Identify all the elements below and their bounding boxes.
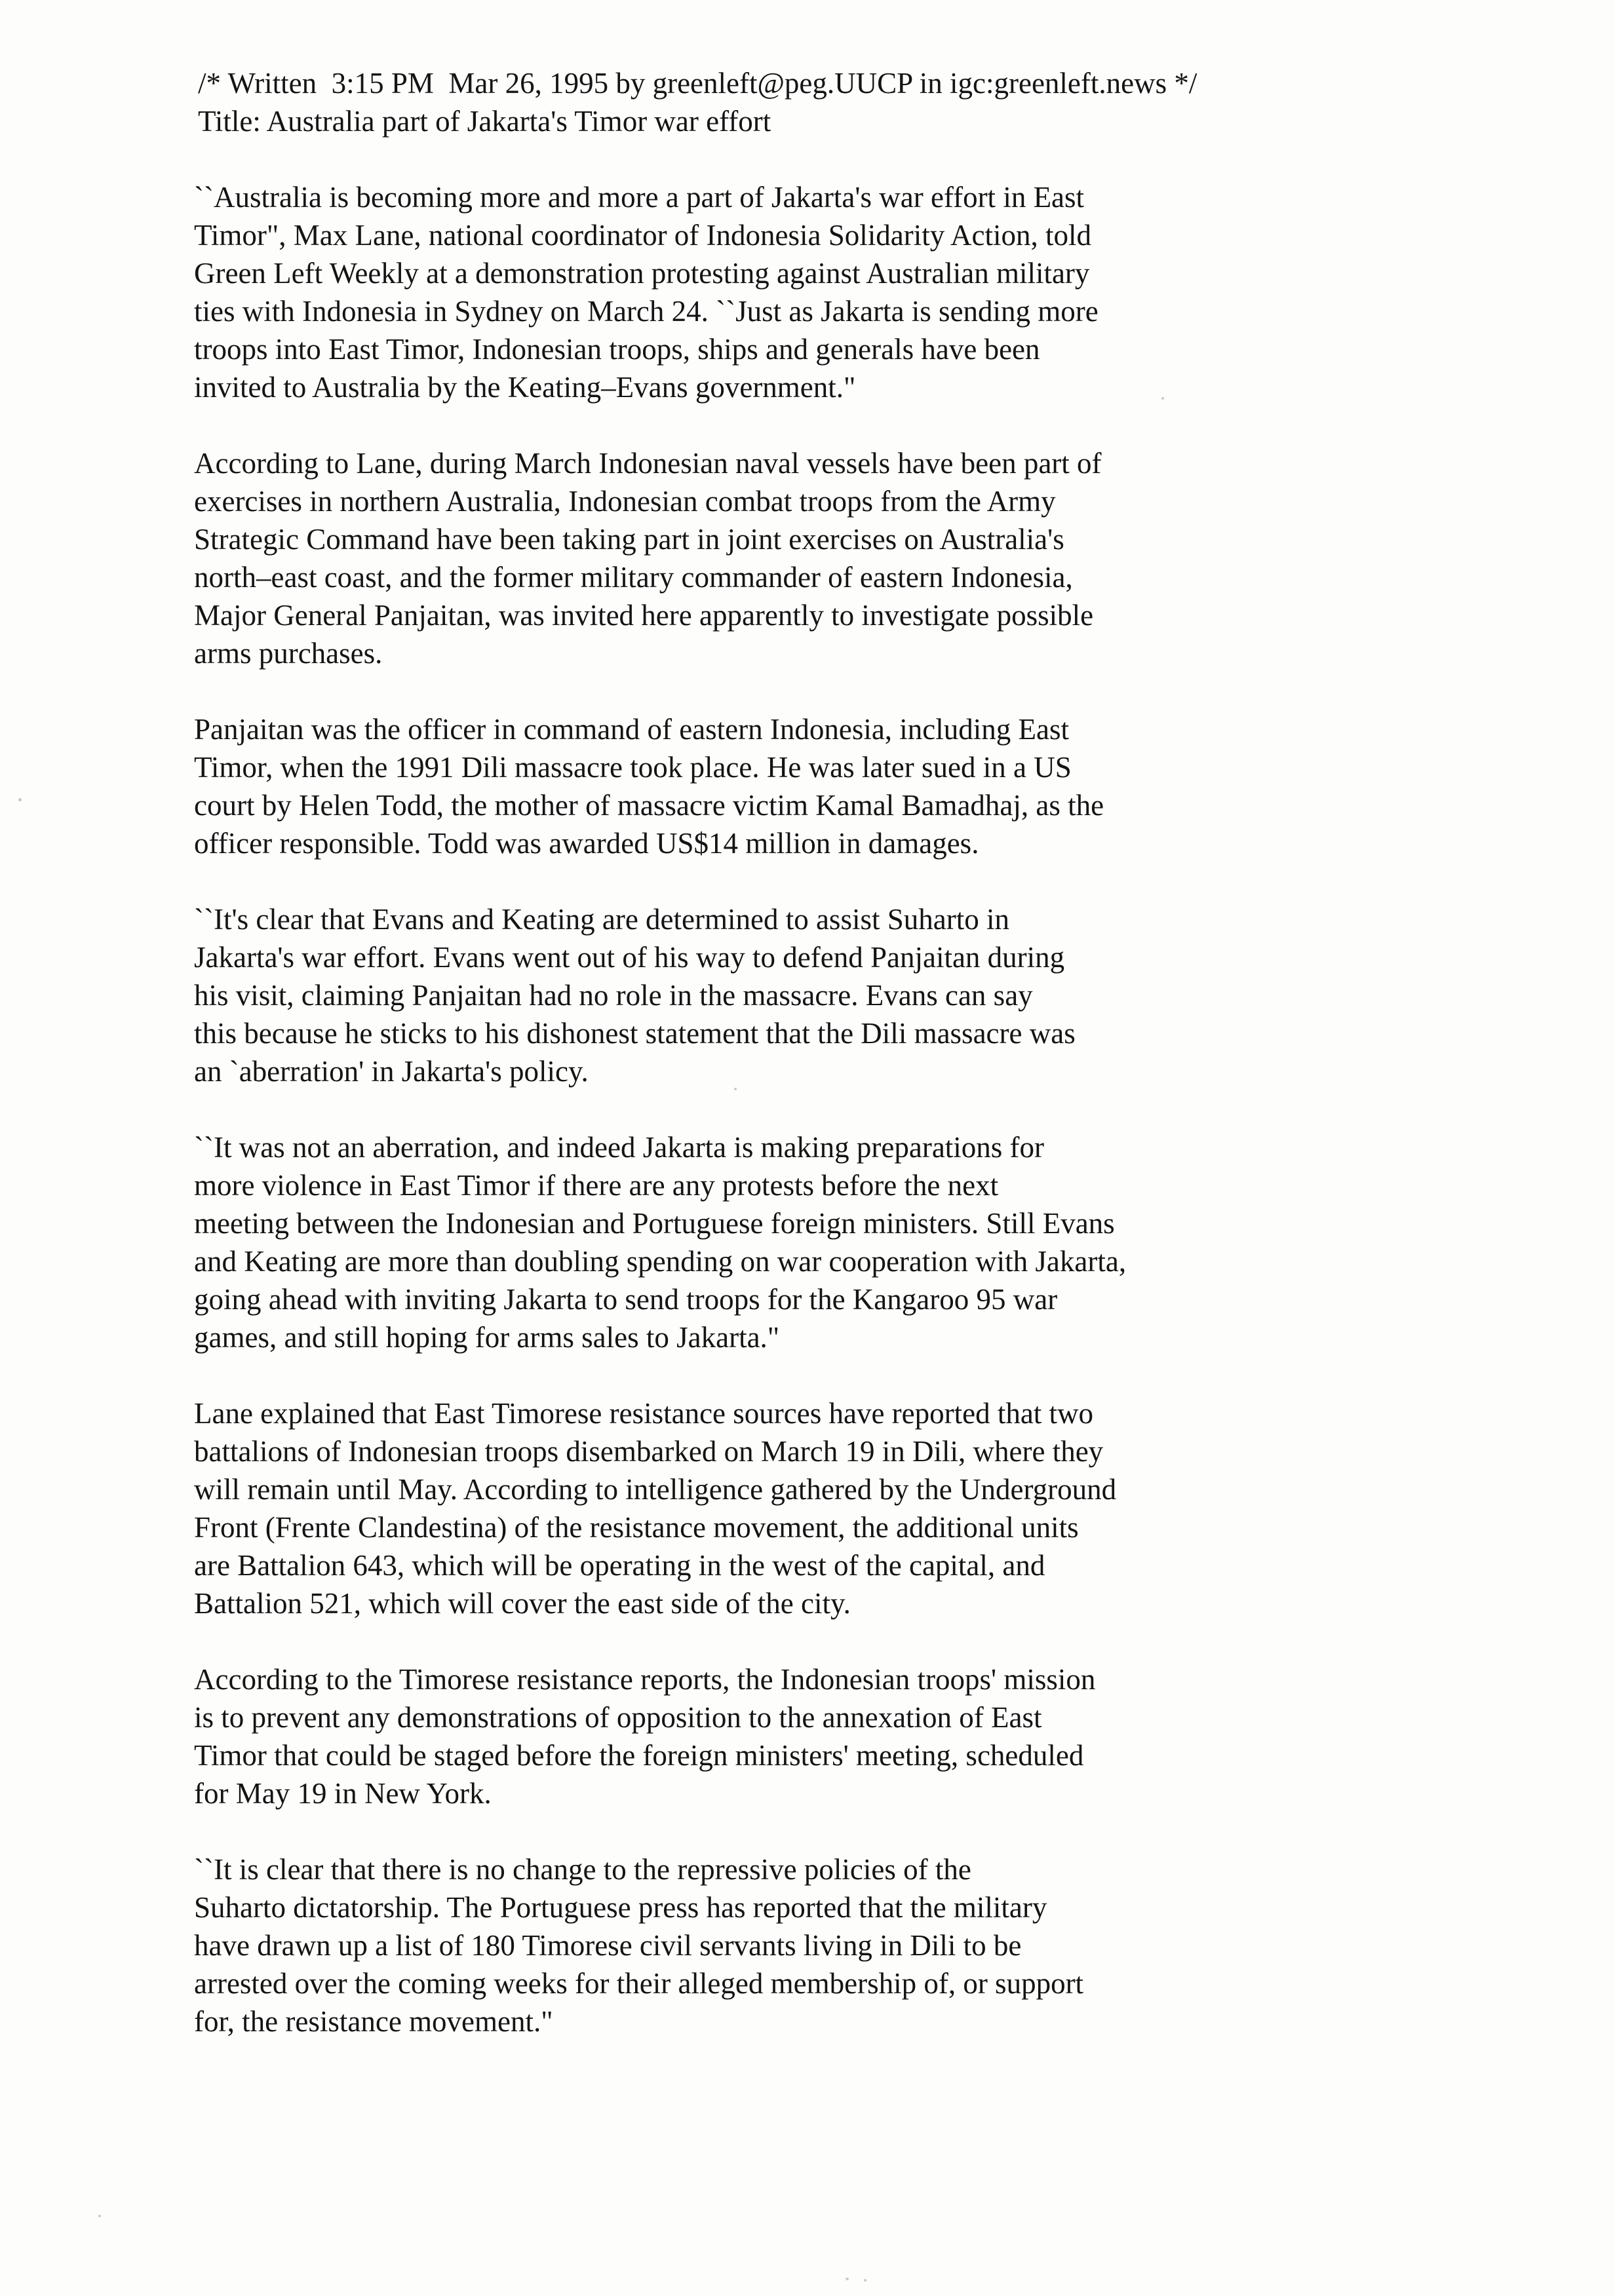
text-line: for May 19 in New York. xyxy=(194,1777,492,1810)
text-line: Battalion 521, which will cover the east side of the city. xyxy=(194,1587,851,1620)
message-header xyxy=(198,64,1456,140)
scan-speck xyxy=(864,2279,866,2282)
text-line: ``It's clear that Evans and Keating are determined to assist Suharto in xyxy=(194,903,1009,936)
text-line: more violence in East Timor if there are any protests before the next xyxy=(194,1169,999,1202)
text-line: Green Left Weekly at a demonstration protesting against Australian military xyxy=(194,257,1090,290)
text-line: Strategic Command have been taking part in joint exercises on Australia's xyxy=(194,523,1064,556)
paragraph-3 xyxy=(194,710,1479,862)
text-line: for, the resistance movement." xyxy=(194,2005,553,2038)
text-line: is to prevent any demonstrations of opposition to the annexation of East xyxy=(194,1701,1042,1734)
paragraph-4 xyxy=(194,900,1479,1090)
text-line: court by Helen Todd, the mother of massacre victim Kamal Bamadhaj, as the xyxy=(194,789,1104,822)
text-line: Panjaitan was the officer in command of eastern Indonesia, including East xyxy=(194,713,1070,746)
text-line: troops into East Timor, Indonesian troops, ships and generals have been xyxy=(194,333,1040,366)
paragraph-7 xyxy=(194,1660,1479,1812)
text-line: exercises in northern Australia, Indonesian combat troops from the Army xyxy=(194,485,1056,518)
text-line: ``It is clear that there is no change to the repressive policies of the xyxy=(194,1853,971,1886)
text-line: have drawn up a list of 180 Timorese civil servants living in Dili to be xyxy=(194,1929,1022,1962)
scan-speck xyxy=(1161,397,1164,400)
text-line: According to Lane, during March Indonesian naval vessels have been part of xyxy=(194,447,1102,480)
text-line: According to the Timorese resistance reports, the Indonesian troops' mission xyxy=(194,1663,1096,1696)
text-line: this because he sticks to his dishonest statement that the Dili massacre was xyxy=(194,1017,1076,1050)
text-line: arrested over the coming weeks for their alleged membership of, or support xyxy=(194,1967,1084,2000)
text-line: arms purchases. xyxy=(194,637,383,670)
text-line: ties with Indonesia in Sydney on March 24. ``Just as Jakarta is sending more xyxy=(194,295,1099,328)
text-line: Jakarta's war effort. Evans went out of his way to defend Panjaitan during xyxy=(194,941,1065,974)
paragraph-2 xyxy=(194,444,1479,672)
text-line: Suharto dictatorship. The Portuguese press has reported that the military xyxy=(194,1891,1047,1924)
text-line: invited to Australia by the Keating–Evans government." xyxy=(194,371,856,404)
paragraph-8 xyxy=(194,1850,1479,2040)
scan-speck xyxy=(18,798,22,801)
paragraph-6 xyxy=(194,1394,1479,1622)
text-line: Front (Frente Clandestina) of the resistance movement, the additional units xyxy=(194,1511,1079,1544)
text-line: officer responsible. Todd was awarded US$14 million in damages. xyxy=(194,827,979,860)
text-line: Timor, when the 1991 Dili massacre took place. He was later sued in a US xyxy=(194,751,1072,784)
text-line: north–east coast, and the former military commander of eastern Indonesia, xyxy=(194,561,1073,594)
text-line: Lane explained that East Timorese resistance sources have reported that two xyxy=(194,1397,1094,1430)
text-line: will remain until May. According to intelligence gathered by the Underground xyxy=(194,1473,1117,1506)
text-line: are Battalion 643, which will be operating in the west of the capital, and xyxy=(194,1549,1045,1582)
text-line: ``Australia is becoming more and more a part of Jakarta's war effort in East xyxy=(194,181,1085,214)
text-line: Timor", Max Lane, national coordinator of Indonesia Solidarity Action, told xyxy=(194,219,1091,252)
text-line: games, and still hoping for arms sales to Jakarta." xyxy=(194,1321,780,1354)
article-body xyxy=(194,178,1479,2078)
written-line: /* Written 3:15 PM Mar 26, 1995 by greenleft@peg.UUCP in igc:greenleft.news */ xyxy=(198,67,1197,100)
article-title: Title: Australia part of Jakarta's Timor war effort xyxy=(198,105,771,138)
text-line: an `aberration' in Jakarta's policy. xyxy=(194,1055,589,1088)
paragraph-1 xyxy=(194,178,1479,406)
text-line: battalions of Indonesian troops disembarked on March 19 in Dili, where they xyxy=(194,1435,1104,1468)
text-line: meeting between the Indonesian and Portuguese foreign ministers. Still Evans xyxy=(194,1207,1115,1240)
text-line: Timor that could be staged before the foreign ministers' meeting, scheduled xyxy=(194,1739,1084,1772)
text-line: ``It was not an aberration, and indeed Jakarta is making preparations for xyxy=(194,1131,1045,1164)
text-line: going ahead with inviting Jakarta to send troops for the Kangaroo 95 war xyxy=(194,1283,1058,1316)
paragraph-5 xyxy=(194,1128,1479,1356)
text-line: Major General Panjaitan, was invited here apparently to investigate possible xyxy=(194,599,1094,632)
scan-speck xyxy=(98,2215,101,2217)
scan-speck xyxy=(846,2278,849,2280)
text-line: and Keating are more than doubling spending on war cooperation with Jakarta, xyxy=(194,1245,1127,1278)
text-line: his visit, claiming Panjaitan had no role in the massacre. Evans can say xyxy=(194,979,1033,1012)
scan-speck xyxy=(734,1088,737,1090)
